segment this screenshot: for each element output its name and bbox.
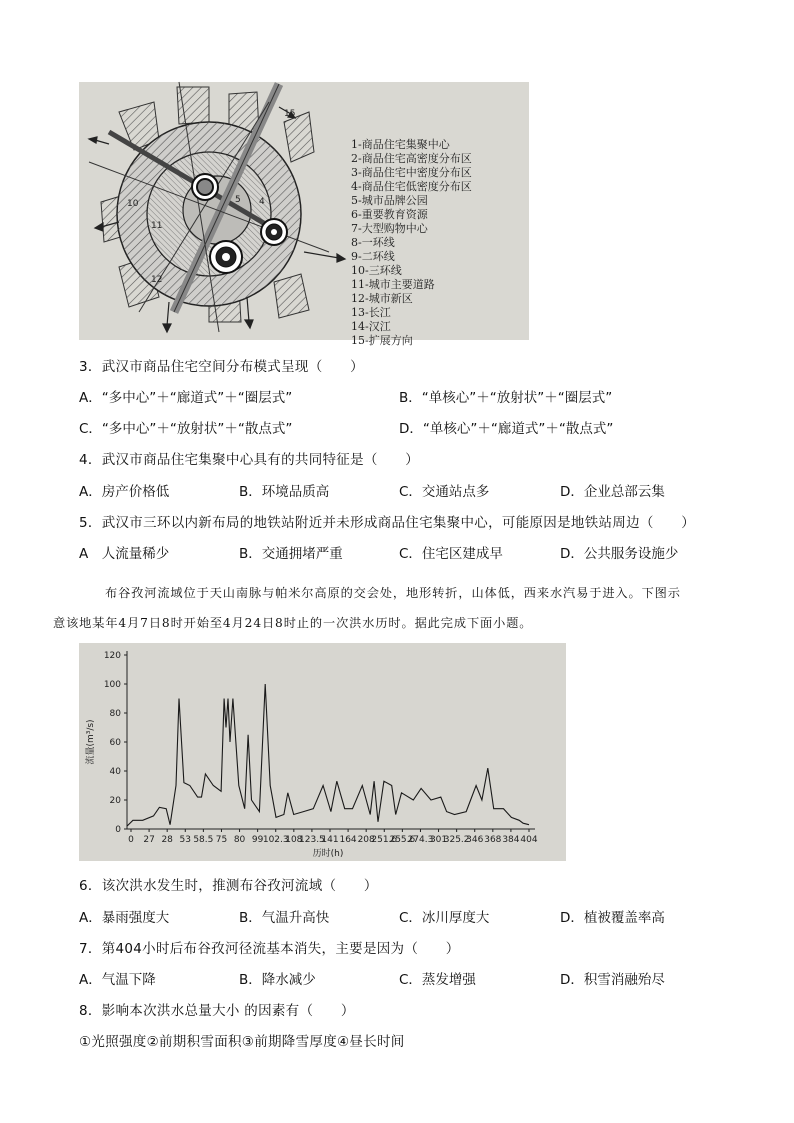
question-8-items: ①光照强度②前期积雪面积③前期降雪厚度④昼长时间 [79,1034,405,1050]
legend-item: 13-长江 [351,306,391,319]
q5-option-b: B．交通拥堵严重 [239,546,343,562]
x-tick-label: 102.3 [262,835,289,845]
hydrograph-svg [79,643,566,861]
q3-option-a: A．“多中心”＋“廊道式”＋“圈层式” [79,390,293,406]
q6-option-c: C．冰川厚度大 [399,910,490,926]
legend-item: 8-一环线 [351,236,395,249]
legend-item: 11-城市主要道路 [351,278,435,291]
q4-option-d: D．企业总部云集 [560,484,665,500]
q3-option-c: C．“多中心”＋“放射状”＋“散点式” [79,421,293,437]
y-tick-label: 100 [103,680,121,690]
x-tick-label: 80 [233,835,246,845]
q5-option-d: D．公共服务设施少 [560,546,679,562]
question-8-stem: 8．影响本次洪水总量大小 的因素有（ ） [79,1003,355,1019]
q5-option-c: C．住宅区建成早 [399,546,503,562]
y-tick-label: 60 [109,738,121,748]
q5-option-a: A 人流量稀少 [79,546,170,562]
diagram-legend [351,137,472,347]
legend-item: 5-城市品牌公园 [351,194,428,207]
x-tick-label: 75 [215,835,228,845]
x-tick-label: 325.2 [443,835,470,845]
q4-option-c: C．交通站点多 [399,484,490,500]
q7-option-d: D．积雪消融殆尽 [560,972,665,988]
q3-option-d: D．“单核心”＋“廊道式”＋“散点式” [399,421,614,437]
x-tick-label: 58.5 [193,835,214,845]
x-tick-label: 141 [321,835,339,845]
y-tick-label: 80 [109,709,121,719]
legend-item: 1-商品住宅集聚中心 [351,138,450,151]
y-tick-label: 40 [109,767,121,777]
legend-item: 2-商品住宅高密度分布区 [351,152,472,165]
q4-option-b: B．环境品质高 [239,484,330,500]
x-tick-label: 27 [143,835,155,845]
x-tick-label: 108 [285,835,303,845]
legend-item: 7-大型购物中心 [351,222,428,235]
legend-item: 15-扩展方向 [351,334,413,347]
diagram-label-12: 12 [151,275,163,285]
x-tick-label: 99 [251,835,264,845]
cluster-center [192,174,218,200]
question-4-stem: 4．武汉市商品住宅集聚中心具有的共同特征是（ ） [79,452,420,468]
y-axis-label: 流量(m³/s) [86,719,96,765]
x-tick-label: 123.5 [299,835,325,845]
legend-item: 6-重要教育资源 [351,208,428,221]
x-tick-label: 368 [484,835,502,845]
x-tick-label: 404 [520,835,538,845]
wuhan-housing-diagram [79,82,529,347]
discharge-series-line [127,684,529,826]
q4-option-a: A．房产价格低 [79,484,170,500]
diagram-label-15: 15 [284,109,296,119]
x-tick-label: 301 [429,835,448,845]
intro-line-1: 布谷孜河流域位于天山南脉与帕米尔高原的交会处，地形转折，山体低，西来水汽易于进入。下图示 [105,586,681,600]
x-tick-label: 274.3 [407,835,434,845]
x-tick-label: 0 [128,835,134,845]
question-5-stem: 5．武汉市三环以内新布局的地铁站附近并未形成商品住宅集聚中心，可能原因是地铁站周边（ ） [79,515,696,531]
wuhan-diagram-svg [79,82,529,347]
q6-option-d: D．植被覆盖率高 [560,910,665,926]
cluster-center [261,219,287,245]
q7-option-c: C．蒸发增强 [399,972,476,988]
legend-item: 12-城市新区 [351,292,413,305]
diagram-label-4: 4 [259,197,265,207]
flood-hydrograph [79,643,566,861]
x-axis-label: 历时(h) [312,849,344,859]
x-tick-label: 384 [502,835,520,845]
diagram-label-10: 10 [127,199,139,209]
diagram-label-5: 5 [235,195,241,205]
intro-line-2: 意该地某年4月7日8时开始至4月24日8时止的一次洪水历时。据此完成下面小题。 [53,616,533,630]
x-tick-label: 53 [179,835,191,845]
material-intro [53,578,729,638]
y-tick-label: 0 [115,825,121,835]
question-7-stem: 7．第404小时后布谷孜河径流基本消失，主要是因为（ ） [79,941,460,957]
q3-option-b: B．“单核心”＋“放射状”＋“圈层式” [399,390,613,406]
legend-item: 4-商品住宅低密度分布区 [351,180,472,193]
x-tick-label: 164 [339,835,357,845]
q6-option-a: A．暴雨强度大 [79,910,170,926]
x-tick-label: 251.6 [371,835,398,845]
question-3-stem: 3．武汉市商品住宅空间分布模式呈现（ ） [79,359,364,375]
x-tick-label: 255.6 [389,835,416,845]
legend-item: 10-三环线 [351,264,402,277]
question-6-stem: 6．该次洪水发生时，推测布谷孜河流域（ ） [79,878,378,894]
q7-option-a: A．气温下降 [79,972,156,988]
q7-option-b: B．降水减少 [239,972,316,988]
x-tick-label: 346 [466,835,484,845]
x-tick-label: 28 [161,835,173,845]
legend-item: 14-汉江 [351,320,391,333]
q6-option-b: B．气温升高快 [239,910,330,926]
cluster-center [210,241,242,273]
x-tick-label: 208 [357,835,375,845]
legend-item: 9-二环线 [351,250,395,263]
y-tick-label: 20 [109,796,121,806]
legend-item: 3-商品住宅中密度分布区 [351,166,472,179]
diagram-label-11: 11 [151,221,163,231]
y-tick-label: 120 [103,651,121,661]
